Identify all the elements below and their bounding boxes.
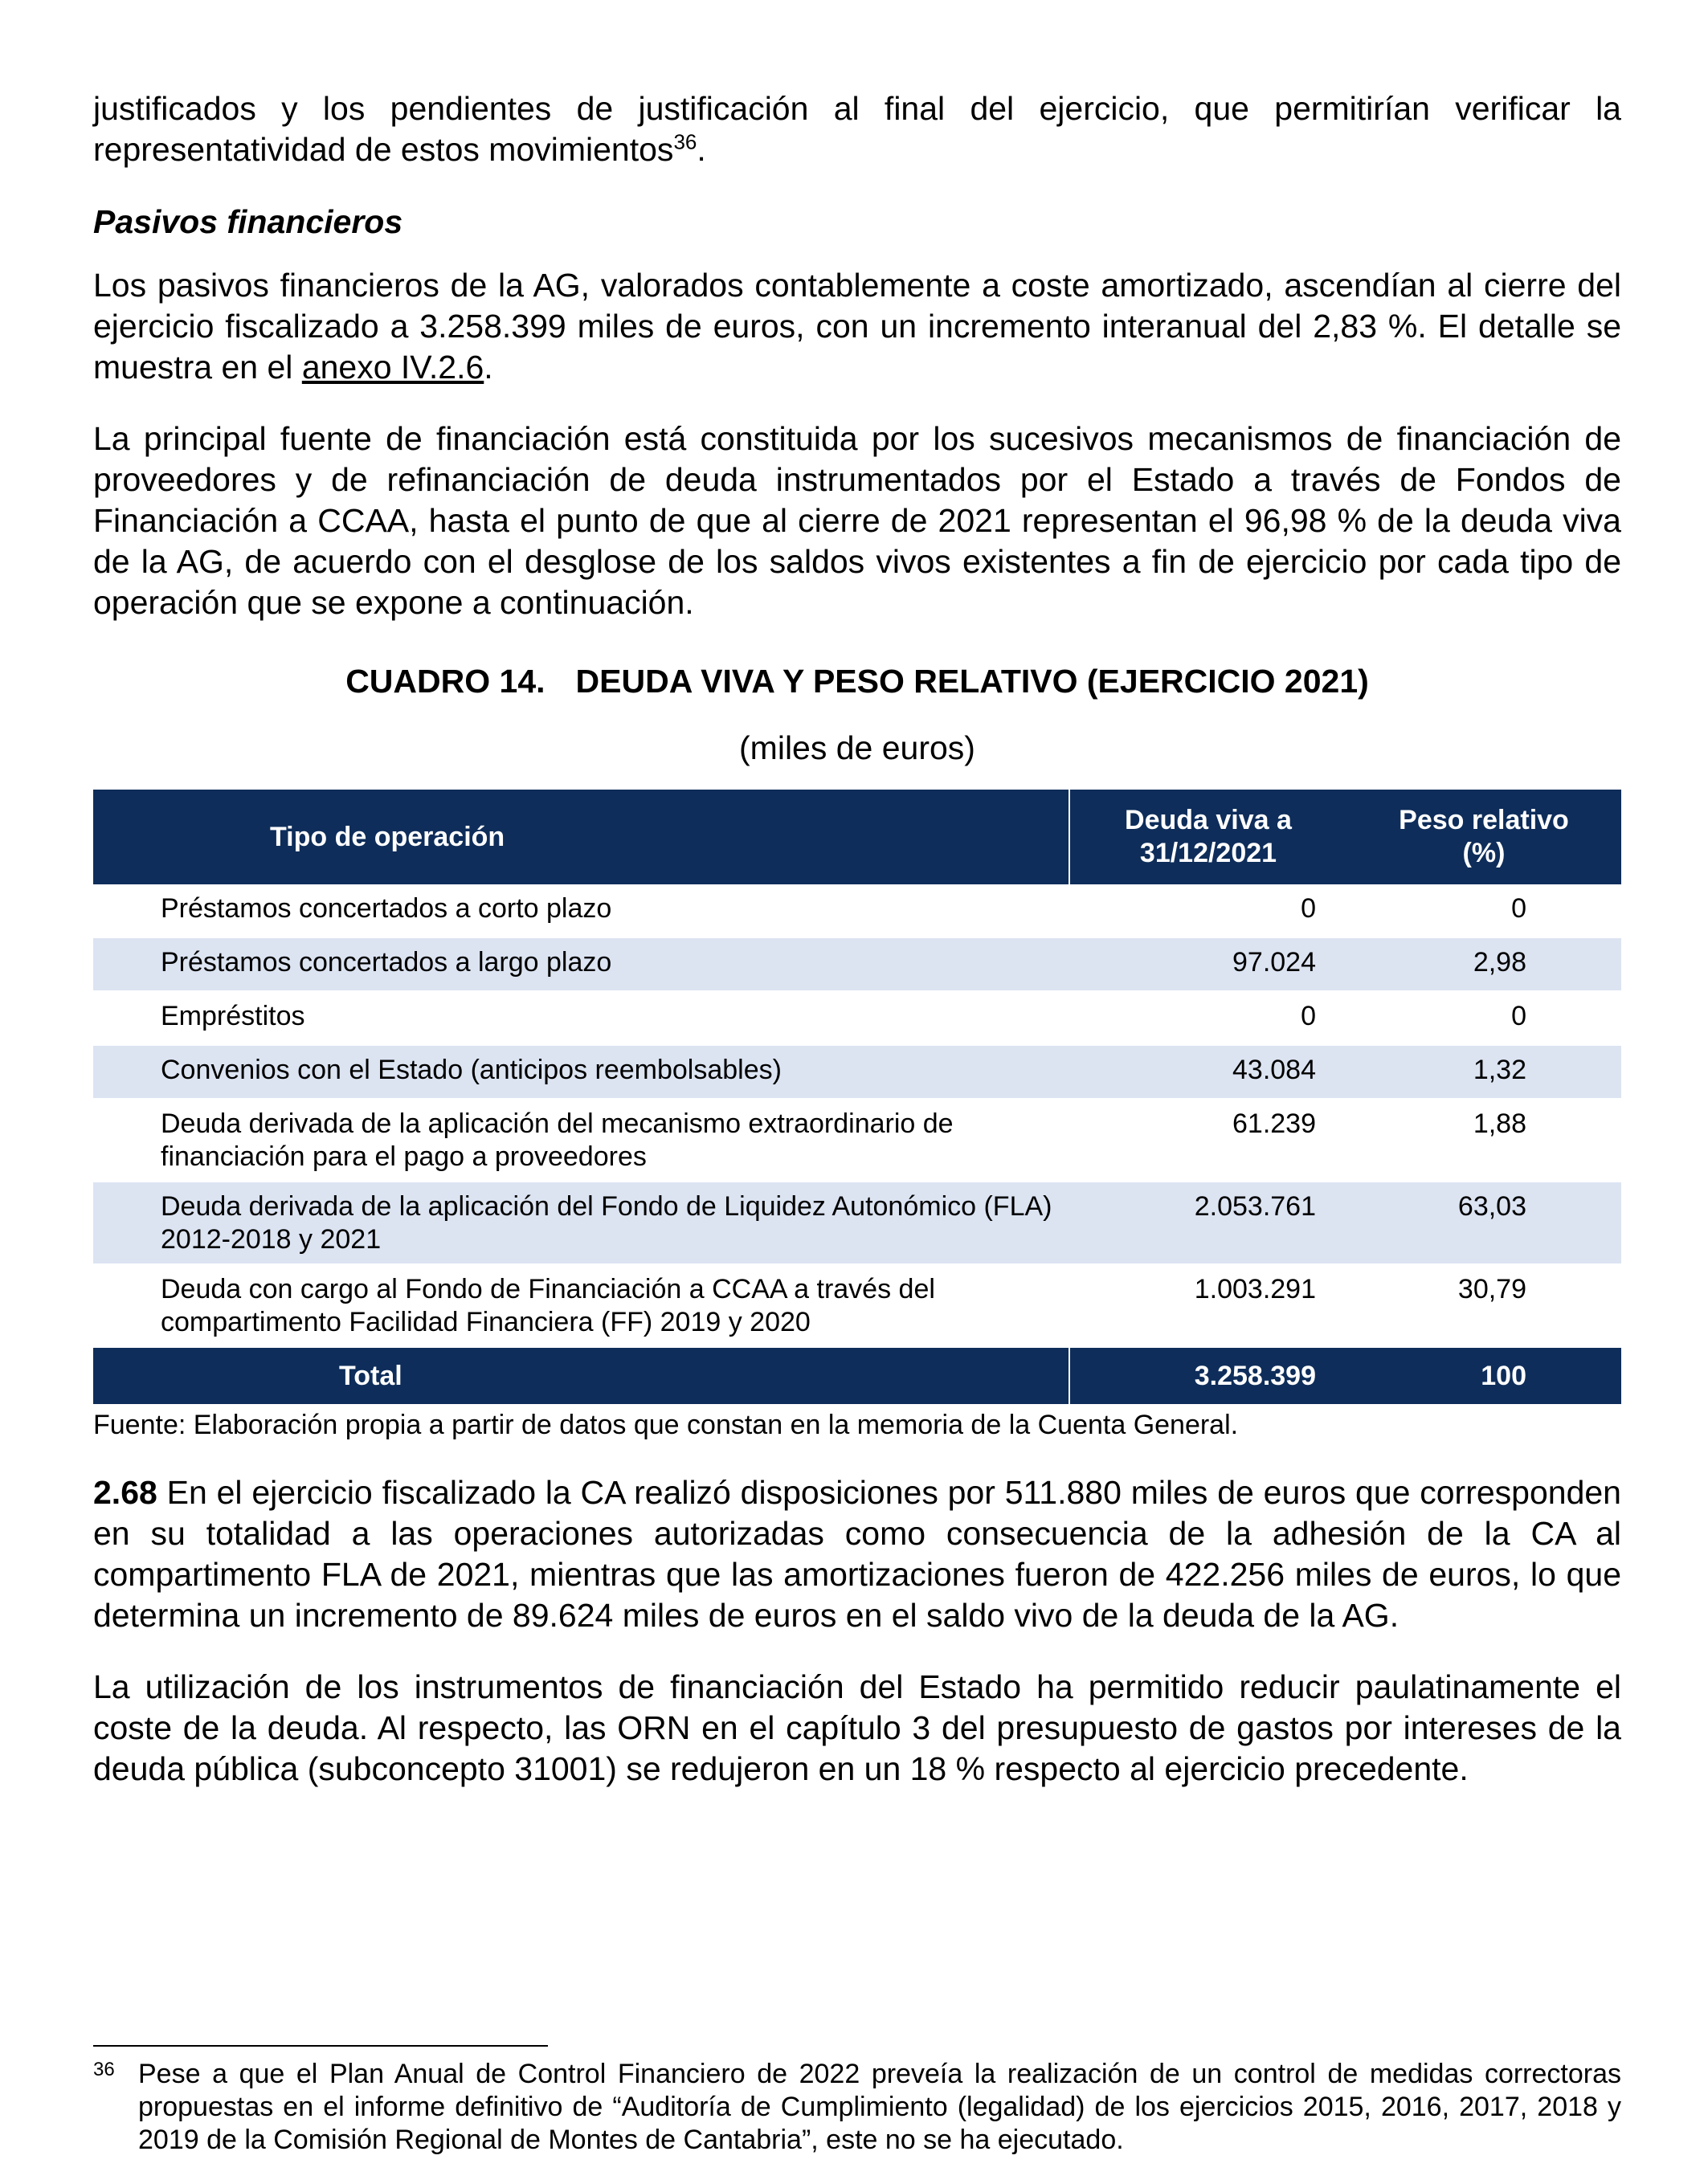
total-peso: 100 <box>1346 1347 1621 1404</box>
table-row <box>93 1264 1621 1347</box>
annex-link[interactable]: anexo IV.2.6 <box>301 349 484 386</box>
cell-tipo: Deuda derivada de la aplicación del Fondo de Liquidez Autonómico (FLA) 2012-2018 y 2021 <box>93 1182 1069 1264</box>
cell-deuda: 61.239 <box>1069 1099 1346 1182</box>
cell-deuda: 43.084 <box>1069 1045 1346 1099</box>
footnote-separator <box>93 2045 548 2047</box>
header-peso: Peso relativo (%) <box>1346 790 1621 884</box>
cell-peso: 63,03 <box>1346 1182 1621 1264</box>
intro-paragraph: justificados y los pendientes de justificación al final del ejercicio, que permitirían verificar la representatividad de estos movimientos$^{36}$. <box>93 90 1621 168</box>
cell-peso: 2,98 <box>1346 937 1621 991</box>
table-row <box>93 884 1621 937</box>
table-source: Fuente: Elaboración propia a partir de datos que constan en la memoria de la Cuenta General. <box>93 1410 1239 1440</box>
paragraph-number: 2.68 <box>93 1474 157 1511</box>
cell-peso: 1,32 <box>1346 1045 1621 1099</box>
total-deuda: 3.258.399 <box>1069 1347 1346 1404</box>
cell-tipo: Préstamos concertados a largo plazo <box>93 937 1069 991</box>
cell-deuda: 0 <box>1069 884 1346 937</box>
table-row <box>93 937 1621 991</box>
table-row <box>93 1045 1621 1099</box>
table-number: CUADRO 14. <box>345 663 545 700</box>
cell-tipo: Préstamos concertados a corto plazo <box>93 884 1069 937</box>
section-heading: Pasivos financieros <box>93 203 403 240</box>
footnote <box>93 2058 1621 2157</box>
table-row <box>93 1182 1621 1264</box>
cell-tipo: Convenios con el Estado (anticipos reembolsables) <box>93 1045 1069 1099</box>
cell-peso: 0 <box>1346 991 1621 1045</box>
cell-peso: 1,88 <box>1346 1099 1621 1182</box>
table-title <box>93 661 1621 702</box>
cell-tipo: Empréstitos <box>93 991 1069 1045</box>
table-total-row <box>93 1347 1621 1404</box>
footnote-text: Pese a que el Plan Anual de Control Financiero de 2022 preveía la realización de un control de medidas correctoras propuestas en el informe definitivo de “Auditoría de Cumplimiento (legalidad) de los ejercicios 2015, 2016, 2017, 2018 y 2019 de la Comisión Regional de Montes de Cantabria”, este no se ha ejecutado. <box>138 2059 1621 2155</box>
cell-deuda: 97.024 <box>1069 937 1346 991</box>
header-deuda: Deuda viva a 31/12/2021 <box>1069 790 1346 884</box>
fuente-paragraph: La principal fuente de financiación está constituida por los sucesivos mecanismos de financiación de proveedores y de refinanciación de deuda instrumentados por el Estado a través de Fondos de Financiación a CCAA, hasta el punto de que al cierre de 2021 representan el 96,98 % de la deuda viva de la AG, de acuerdo con el desglose de los saldos vivos existentes a fin de ejercicio por cada tipo de operación que se expone a continuación. <box>93 420 1621 621</box>
utilizacion-paragraph: La utilización de los instrumentos de financiación del Estado ha permitido reducir paulatinamente el coste de la deuda. Al respecto, las ORN en el capítulo 3 del presupuesto de gastos por intereses de la deuda pública (subconcepto 31001) se redujeron en un 18 % respecto al ejercicio precedente. <box>93 1668 1621 1787</box>
table-row <box>93 1099 1621 1182</box>
table-title-text: DEUDA VIVA Y PESO RELATIVO (EJERCICIO 2021) <box>575 663 1369 700</box>
header-tipo: Tipo de operación <box>93 790 1069 884</box>
pasivos-paragraph: Los pasivos financieros de la AG, valorados contablemente a coste amortizado, ascendían al cierre del ejercicio fiscalizado a 3.258.399 miles de euros, con un incremento interanual del 2,83 %. El detalle se muestra en el anexo IV.2.6. <box>93 267 1621 386</box>
cell-tipo: Deuda derivada de la aplicación del mecanismo extraordinario de financiación para el pago a proveedores <box>93 1099 1069 1182</box>
footnote-reference[interactable]: 36 <box>673 129 697 154</box>
table-row <box>93 991 1621 1045</box>
debt-table <box>93 790 1621 1404</box>
cell-deuda: 1.003.291 <box>1069 1264 1346 1347</box>
table-header-row <box>93 790 1621 884</box>
cell-tipo: Deuda con cargo al Fondo de Financiación a CCAA a través del compartimento Facilidad Financiera (FF) 2019 y 2020 <box>93 1264 1069 1347</box>
cell-deuda: 0 <box>1069 991 1346 1045</box>
document-page <box>93 88 1621 1790</box>
cell-deuda: 2.053.761 <box>1069 1182 1346 1264</box>
footnote-number: 36 <box>93 2059 115 2080</box>
table-units: (miles de euros) <box>739 729 975 766</box>
intro-text: justificados y los pendientes de justificación al final del ejercicio, que permitirían verificar la representatividad de estos movimientos <box>93 90 1621 168</box>
cell-peso: 30,79 <box>1346 1264 1621 1347</box>
total-label: Total <box>93 1347 1069 1404</box>
cell-peso: 0 <box>1346 884 1621 937</box>
paragraph-2-68: 2.68 En el ejercicio fiscalizado la CA realizó disposiciones por 511.880 miles de euros que corresponden en su totalidad a las operaciones autorizadas como consecuencia de la adhesión de la CA al compartimento FLA de 2021, mientras que las amortizaciones fueron de 422.256 miles de euros, lo que determina un incremento de 89.624 miles de euros en el saldo vivo de la deuda de la AG. <box>93 1474 1621 1634</box>
